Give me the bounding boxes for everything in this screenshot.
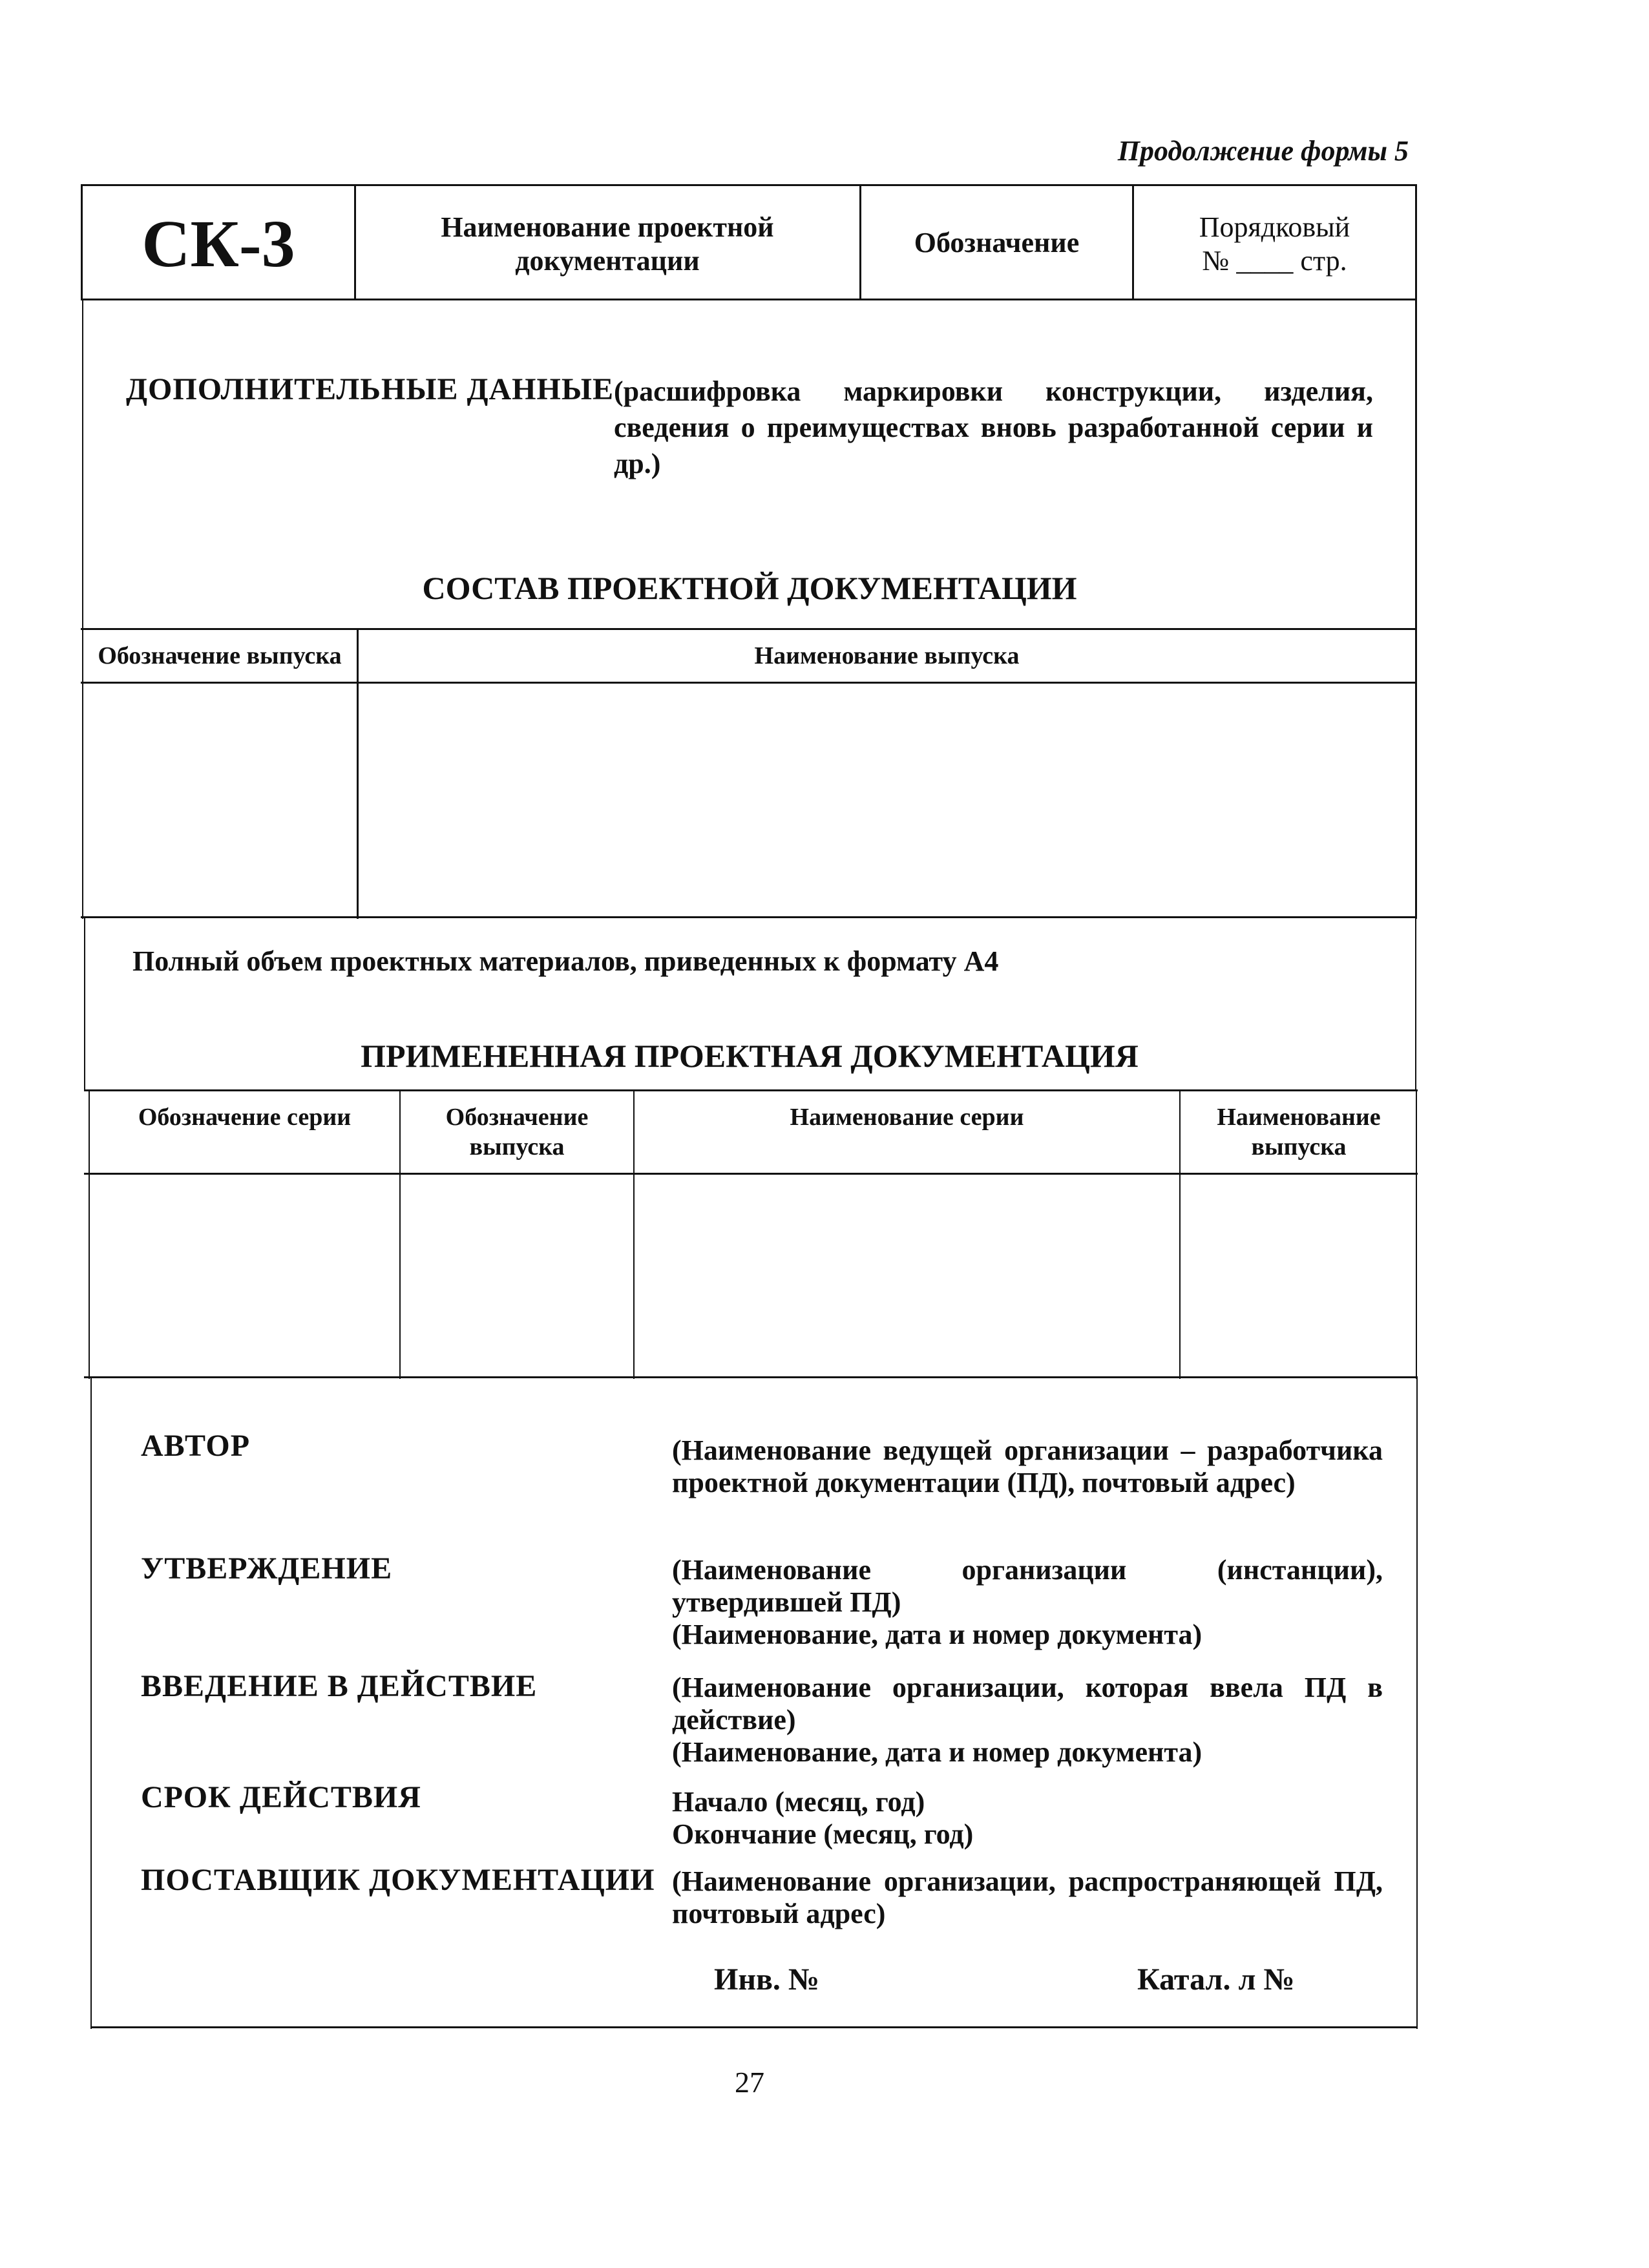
author-line: (Наименование ведущей организации – разработчика проектной документации (ПД), почтовый адрес) [672,1434,1383,1498]
enactment-value [672,1672,1383,1769]
catalog-number-label: Катал. л № [1137,1962,1295,1997]
left-border-upper [82,299,83,629]
applied-col-divider-3 [1179,1089,1181,1379]
applied-right-border [1416,1089,1417,1379]
continuation-note: Продолжение формы 5 [1117,135,1409,167]
author-value [672,1434,1383,1499]
validity-start-line: Начало (месяц, год) [672,1786,925,1818]
supplier-value [672,1865,1383,1930]
composition-col-divider [357,628,359,919]
composition-title: СОСТАВ ПРОЕКТНОЙ ДОКУМЕНТАЦИИ [422,570,1077,606]
applied-left-border [89,1089,90,1379]
border-top [81,184,1417,186]
supplier-label: ПОСТАВЩИК ДОКУМЕНТАЦИИ [141,1863,655,1897]
composition-header-bottom [81,682,1417,684]
validity-end-line: Окончание (месяц, год) [672,1818,974,1850]
applied-col-issue-designation: Обозначение выпуска [445,1104,589,1160]
right-border-lower [1416,1376,1418,2029]
approval-doc-line: (Наименование, дата и номер документа) [672,1619,1203,1650]
applied-col-series-designation: Обозначение серии [138,1104,352,1131]
additional-label: ДОПОЛНИТЕЛЬНЫЕ ДАННЫЕ [126,372,614,406]
composition-left-border [82,628,83,919]
inventory-number-label: Инв. № [714,1962,820,1997]
left-border-lower [90,1376,92,2029]
header-bottom-line [81,299,1417,300]
validity-value [672,1786,1383,1851]
enactment-doc-line: (Наименование, дата и номер документа) [672,1736,1203,1768]
applied-table-bottom [84,1376,1418,1378]
applied-title: ПРИМЕНЕННАЯ ПРОЕКТНАЯ ДОКУМЕНТАЦИЯ [361,1038,1139,1074]
validity-label: СРОК ДЕЙСТВИЯ [141,1780,421,1814]
applied-table-top [84,1089,1418,1091]
header-right-border [1415,184,1417,300]
applied-header-bottom [84,1173,1418,1175]
composition-col-designation: Обозначение выпуска [98,642,342,669]
right-border-upper [1415,299,1417,629]
page-number: 27 [735,2066,764,2099]
border-bottom [90,2026,1418,2028]
designation-header: Обозначение [914,227,1080,258]
applied-col-issue-name: Наименование выпуска [1217,1104,1381,1160]
applied-col-divider-1 [399,1089,401,1379]
approval-value [672,1554,1383,1651]
right-border-middle [1415,916,1416,1089]
author-label: АВТОР [141,1429,251,1463]
composition-table-top [81,628,1417,630]
composition-table-bottom [81,916,1417,918]
approval-label: УТВЕРЖДЕНИЕ [141,1551,393,1586]
composition-right-border [1415,628,1417,919]
approval-org-line: (Наименование организации (инстанции), утвердившей ПД) [672,1554,1383,1618]
supplier-line: (Наименование организации, распространяющей ПД, почтовый адрес) [672,1865,1383,1929]
applied-col-series-name: Наименование серии [790,1104,1024,1131]
serial-label: Порядковый [1199,211,1350,243]
enactment-org-line: (Наименование организации, которая ввела ПД в действие) [672,1672,1383,1736]
form-code: СК-3 [142,207,295,281]
serial-page-label: № ____ стр. [1202,245,1347,277]
header-divider-1 [354,184,356,300]
full-volume-text: Полный объем проектных материалов, приведенных к формату А4 [132,945,999,977]
enactment-label: ВВЕДЕНИЕ В ДЕЙСТВИЕ [141,1669,538,1703]
composition-col-name: Наименование выпуска [754,642,1020,669]
applied-col-divider-2 [633,1089,635,1379]
doc-name-header: Наименование проектной документации [441,211,774,277]
additional-text: (расшифровка маркировки конструкции, изделия, сведения о преимуществах вновь разработанной серии и др.) [614,375,1373,479]
